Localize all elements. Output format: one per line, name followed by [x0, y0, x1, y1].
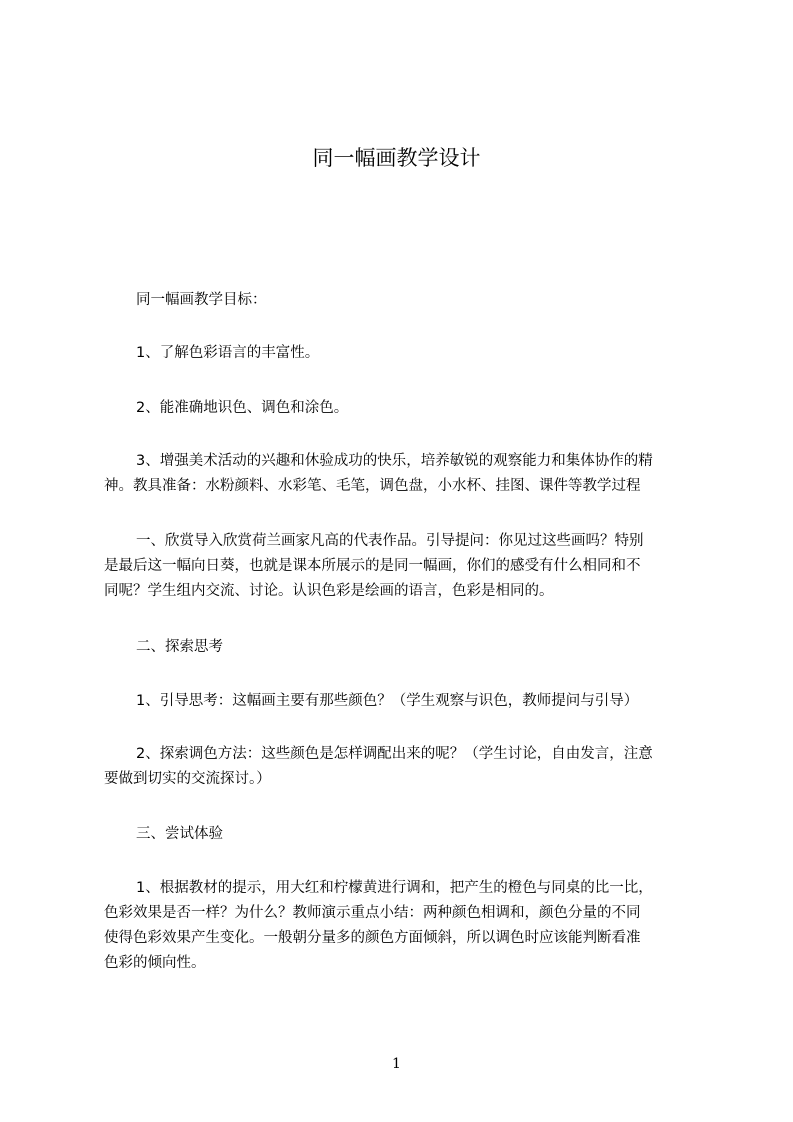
text-line: 2、能准确地识色、调色和涂色。 [136, 400, 349, 416]
text-line: 二、探索思考 [136, 639, 223, 655]
text-line: 1、了解色彩语言的丰富性。 [136, 345, 320, 361]
paragraph-objective-2 [104, 396, 710, 421]
paragraph-section-3-item-1 [104, 876, 710, 976]
section-heading-2 [104, 635, 710, 660]
text-line: 2、探索调色方法：这些颜色是怎样调配出来的呢？（学生讨论，自由发言，注意 [136, 746, 653, 762]
paragraph-objective-3 [104, 449, 710, 499]
text-line: 神。教具准备：水粉颜料、水彩笔、毛笔，调色盘，小水杯、挂图、课件等教学过程 [104, 478, 641, 494]
text-line: 同呢？学生组内交流、讨论。认识色彩是绘画的语言，色彩是相同的。 [104, 583, 554, 599]
paragraph-objectives-heading [104, 288, 710, 313]
text-line: 是最后这一幅向日葵，也就是课本所展示的是同一幅画，你们的感受有什么相同和不 [104, 558, 641, 574]
section-heading-3 [104, 822, 710, 847]
text-line: 一、欣赏导入欣赏荷兰画家凡高的代表作品。引导提问：你见过这些画吗？特别 [136, 533, 644, 549]
text-line: 同一幅画教学目标： [136, 292, 267, 308]
paragraph-section-2-item-2 [104, 742, 710, 792]
paragraph-section-1 [104, 529, 710, 604]
page-number: 1 [392, 1056, 401, 1072]
text-line: 使得色彩效果产生变化。一般朝分量多的颜色方面倾斜，所以调色时应该能判断看准 [104, 930, 641, 946]
paragraph-section-2-item-1 [104, 689, 710, 714]
text-line: 色彩效果是否一样？为什么？教师演示重点小结：两种颜色相调和，颜色分量的不同 [104, 905, 641, 921]
document-title: 同一幅画教学设计 [312, 146, 481, 170]
text-line: 三、尝试体验 [136, 826, 223, 842]
paragraph-objective-1 [104, 341, 710, 366]
text-line: 3、增强美术活动的兴趣和休验成功的快乐，培养敏锐的观察能力和集体协作的精 [136, 453, 653, 469]
text-line: 色彩的倾向性。 [104, 955, 206, 971]
text-line: 1、根据教材的提示，用大红和柠檬黄进行调和，把产生的橙色与同桌的比一比， [136, 880, 653, 896]
text-line: 要做到切实的交流探讨。） [104, 771, 271, 787]
text-line: 1、引导思考：这幅画主要有那些颜色？（学生观察与识色，教师提问与引导） [136, 693, 639, 709]
